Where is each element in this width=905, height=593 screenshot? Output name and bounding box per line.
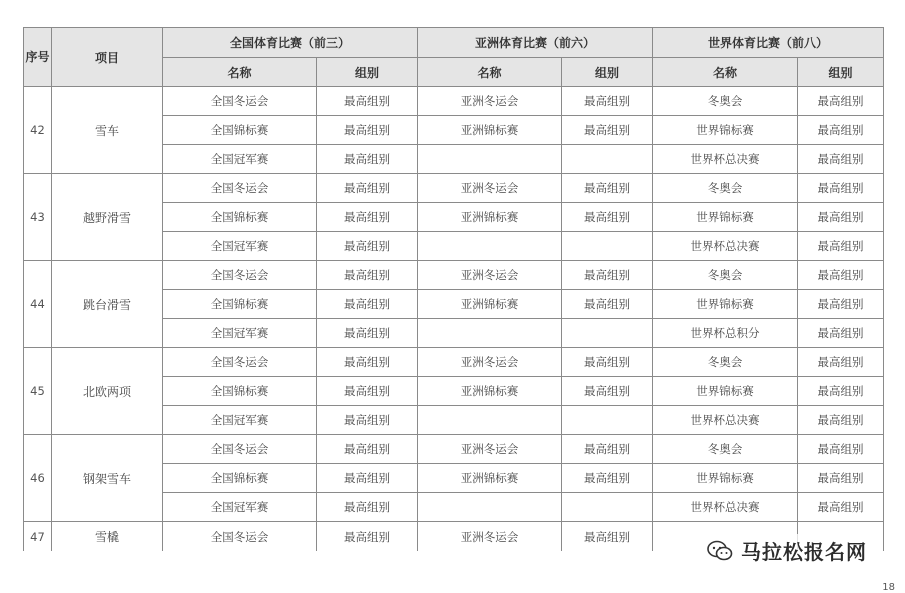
competition-level-cell: 最高组别 [798,87,884,116]
competition-level-cell [562,319,653,348]
competition-name-cell: 世界杯总决赛 [653,145,798,174]
competition-name-cell: 全国冬运会 [163,87,317,116]
competition-name-cell: 亚洲冬运会 [418,174,562,203]
competition-name-cell: 世界杯总决赛 [653,232,798,261]
competition-name-cell: 亚洲冬运会 [418,522,562,552]
project-name: 钢架雪车 [52,435,163,522]
competition-level-cell: 最高组别 [798,464,884,493]
competition-name-cell: 冬奥会 [653,261,798,290]
competition-level-cell: 最高组别 [317,145,418,174]
competition-level-cell: 最高组别 [317,522,418,552]
competition-level-cell: 最高组别 [562,348,653,377]
competition-name-cell: 亚洲锦标赛 [418,464,562,493]
competition-name-cell: 全国锦标赛 [163,116,317,145]
competition-level-cell: 最高组别 [317,435,418,464]
project-name: 北欧两项 [52,348,163,435]
row-number: 44 [24,261,52,348]
competition-level-cell [562,406,653,435]
competition-name-cell: 世界锦标赛 [653,377,798,406]
competition-name-cell: 世界杯总决赛 [653,493,798,522]
competition-name-cell: 全国冠军赛 [163,319,317,348]
header-seq: 序号 [24,28,52,87]
competition-level-cell: 最高组别 [798,232,884,261]
project-name: 雪车 [52,87,163,174]
competition-level-cell: 最高组别 [317,87,418,116]
row-number: 43 [24,174,52,261]
subheader-level: 组别 [562,58,653,87]
competition-name-cell: 亚洲冬运会 [418,87,562,116]
header-national: 全国体育比赛（前三） [163,28,418,58]
competition-level-cell: 最高组别 [317,174,418,203]
competition-level-cell: 最高组别 [562,203,653,232]
competition-level-cell: 最高组别 [798,348,884,377]
competition-level-cell: 最高组别 [562,116,653,145]
competition-name-cell: 亚洲冬运会 [418,348,562,377]
competition-name-cell: 亚洲锦标赛 [418,203,562,232]
table-row [24,435,884,464]
competition-name-cell: 亚洲锦标赛 [418,116,562,145]
competition-level-cell [562,493,653,522]
competition-name-cell [418,232,562,261]
competition-name-cell: 冬奥会 [653,435,798,464]
table-row [24,87,884,116]
row-number: 46 [24,435,52,522]
competition-level-cell [562,145,653,174]
competition-name-cell [418,406,562,435]
competition-level-cell: 最高组别 [317,319,418,348]
competition-name-cell: 冬奥会 [653,348,798,377]
header-project: 项目 [52,28,163,87]
competition-name-cell: 冬奥会 [653,87,798,116]
competition-name-cell: 全国冠军赛 [163,232,317,261]
competition-level-cell: 最高组别 [317,493,418,522]
competition-level-cell: 最高组别 [798,406,884,435]
competition-name-cell: 亚洲冬运会 [418,261,562,290]
competition-name-cell: 世界杯总积分 [653,319,798,348]
competition-name-cell: 亚洲冬运会 [418,435,562,464]
competition-name-cell: 全国冠军赛 [163,406,317,435]
competition-level-cell: 最高组别 [317,203,418,232]
competition-name-cell: 全国锦标赛 [163,203,317,232]
subheader-name: 名称 [418,58,562,87]
table-body [24,87,884,552]
competition-name-cell: 世界锦标赛 [653,464,798,493]
competition-name-cell: 全国冬运会 [163,522,317,552]
competition-level-cell: 最高组别 [562,464,653,493]
subheader-name: 名称 [653,58,798,87]
subheader-level: 组别 [798,58,884,87]
competition-level-cell: 最高组别 [798,290,884,319]
competition-name-cell [418,319,562,348]
row-number: 42 [24,87,52,174]
competition-level-cell [562,232,653,261]
watermark [705,534,873,567]
competition-name-cell: 世界锦标赛 [653,116,798,145]
competition-level-cell: 最高组别 [317,232,418,261]
subheader-name: 名称 [163,58,317,87]
competition-name-cell: 世界锦标赛 [653,203,798,232]
header-world: 世界体育比赛（前八） [653,28,884,58]
competition-name-cell: 世界锦标赛 [653,290,798,319]
competition-name-cell: 全国冬运会 [163,348,317,377]
competition-name-cell: 全国冠军赛 [163,145,317,174]
competition-level-cell: 最高组别 [798,319,884,348]
competition-level-cell: 最高组别 [317,464,418,493]
competition-level-cell: 最高组别 [798,174,884,203]
competition-level-cell: 最高组别 [798,435,884,464]
competition-name-cell: 全国冬运会 [163,174,317,203]
competition-level-cell: 最高组别 [317,116,418,145]
competition-level-cell: 最高组别 [317,348,418,377]
competition-level-cell: 最高组别 [562,174,653,203]
project-name: 雪橇 [52,522,163,552]
row-number: 47 [24,522,52,552]
competition-level-cell: 最高组别 [317,290,418,319]
competition-level-cell: 最高组别 [798,377,884,406]
competition-name-cell: 亚洲锦标赛 [418,377,562,406]
competition-name-cell: 亚洲锦标赛 [418,290,562,319]
watermark-text: 马拉松报名网 [741,540,867,564]
competition-name-cell: 全国冠军赛 [163,493,317,522]
competition-level-cell: 最高组别 [562,261,653,290]
competition-level-cell: 最高组别 [562,87,653,116]
competition-level-cell: 最高组别 [562,290,653,319]
competition-name-cell: 全国锦标赛 [163,377,317,406]
competition-level-cell: 最高组别 [798,203,884,232]
subheader-level: 组别 [317,58,418,87]
competition-name-cell: 全国锦标赛 [163,290,317,319]
project-name: 跳台滑雪 [52,261,163,348]
competition-level-cell: 最高组别 [798,261,884,290]
competition-level-cell: 最高组别 [317,406,418,435]
row-number: 45 [24,348,52,435]
table-row [24,174,884,203]
competition-level-cell: 最高组别 [798,116,884,145]
competition-name-cell [418,493,562,522]
competition-level-cell: 最高组别 [562,435,653,464]
competition-name-cell: 冬奥会 [653,174,798,203]
competition-level-cell: 最高组别 [562,522,653,552]
table-row [24,261,884,290]
competition-level-cell: 最高组别 [798,493,884,522]
competition-level-cell: 最高组别 [798,145,884,174]
competition-name-cell: 全国冬运会 [163,261,317,290]
table-row [24,348,884,377]
competition-level-cell: 最高组别 [562,377,653,406]
competition-name-cell: 全国锦标赛 [163,464,317,493]
competition-name-cell [418,145,562,174]
competition-name-cell: 世界杯总决赛 [653,406,798,435]
wechat-icon [707,540,733,562]
competition-name-cell: 全国冬运会 [163,435,317,464]
competition-level-cell: 最高组别 [317,377,418,406]
header-asian: 亚洲体育比赛（前六） [418,28,653,58]
page-number: 18 [882,582,895,593]
competition-level-cell: 最高组别 [317,261,418,290]
sports-competition-table [23,27,884,551]
project-name: 越野滑雪 [52,174,163,261]
